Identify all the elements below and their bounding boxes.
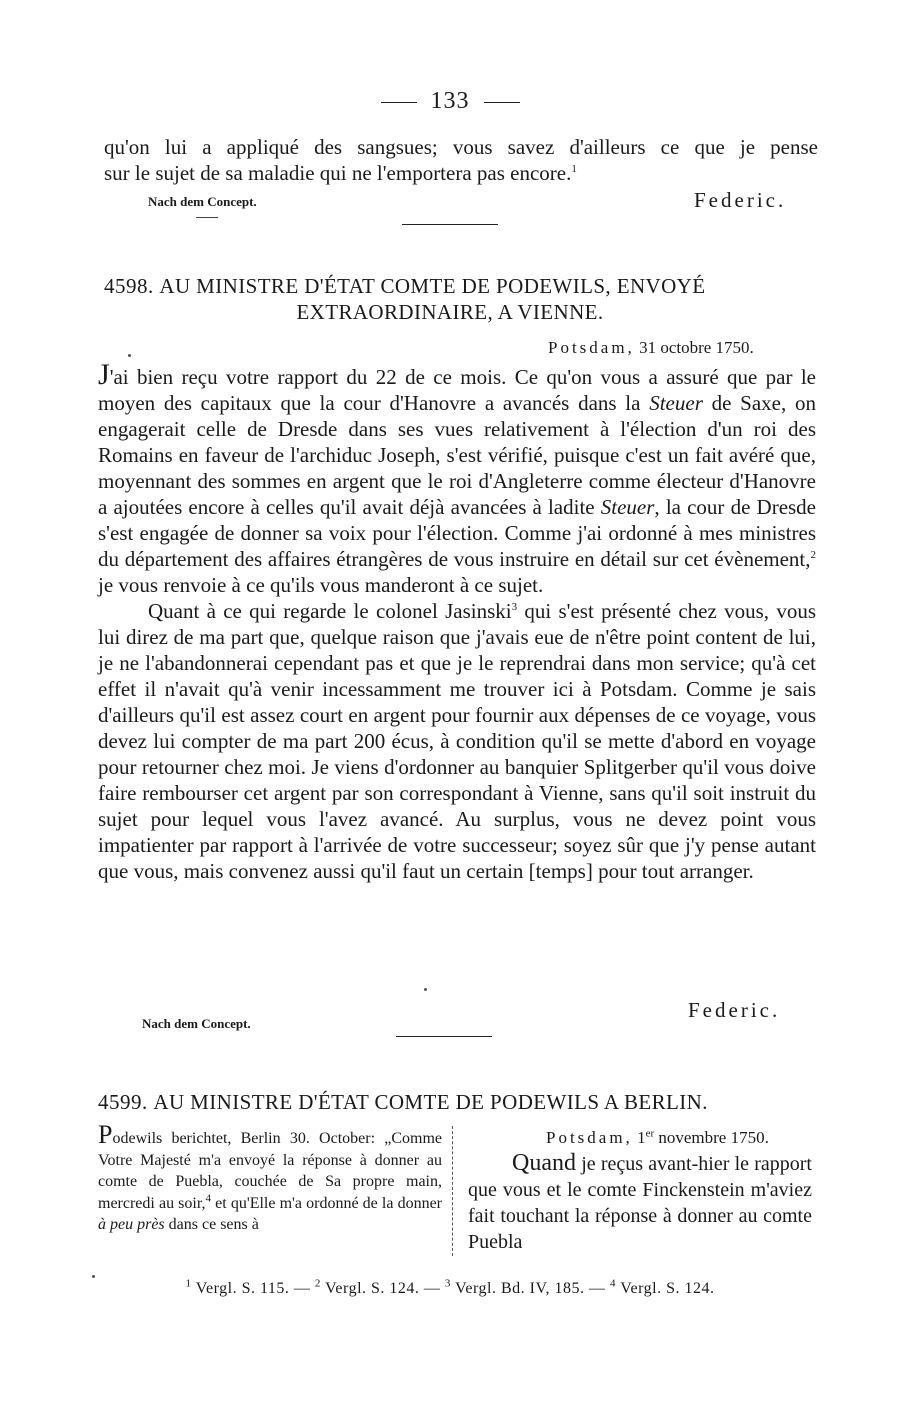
- letter-4599-right-column: [468, 1150, 812, 1255]
- scan-speck: [128, 354, 131, 357]
- footnote-separator-2: —: [419, 1280, 445, 1297]
- footnote-ref-3: 3: [511, 601, 518, 613]
- letter-4598-heading-line-1: [104, 274, 818, 299]
- column-divider: [452, 1126, 453, 1256]
- letter-4599-left-text-2: et qu'Elle m'a ordonné de la donner: [211, 1194, 442, 1212]
- letter-4599-left-italic: à peu près: [98, 1216, 165, 1233]
- footnotes: [0, 1277, 900, 1298]
- letter-4599-left-column: [98, 1120, 442, 1236]
- letter-4599-left-text-3: dans ce sens à: [164, 1216, 259, 1233]
- footnote-4-mark: 4: [609, 1277, 616, 1290]
- letter-4598-heading-text-1: AU MINISTRE D'ÉTAT COMTE DE PODEWILS, ENVOYÉ: [159, 274, 706, 298]
- page-number-dash-right: [484, 102, 520, 103]
- carryover-source-note: Nach dem Concept.: [148, 194, 257, 209]
- page-number-dash-left: [381, 102, 417, 103]
- letter-4598-source-note: Nach dem Concept.: [142, 1016, 251, 1031]
- footnote-1: [185, 1277, 290, 1297]
- letter-4599-date-rest: novembre 1750.: [654, 1128, 769, 1147]
- letter-4598-p1-text-2: de Saxe, on engagerait celle de Dresde dans ses vues relativement à l'élection d'un roi des Romains en faveur de l'archiduc Joseph, s'est vérifié, puisque c'est un fait avéré que, moyennant des sommes en argent que le roi d'Angleterre comme électeur d'Hanovre a ajoutées encore à celles qu'il avait déjà avancées à ladite: [98, 391, 816, 519]
- letter-4598-dateline: [548, 338, 754, 358]
- page-number-line: [0, 88, 900, 115]
- separator-rule-2: [396, 1036, 492, 1037]
- footnote-1-mark: 1: [185, 1277, 192, 1290]
- letter-4599-right-text: je reçus avant-hier le rapport que vous et le comte Finckenstein m'aviez fait touchant la réponse à donner au comte Puebla: [468, 1153, 812, 1253]
- letter-4598-paragraph-1: [98, 358, 817, 598]
- letter-4598-p1-steuer-2: Steuer: [600, 495, 655, 519]
- letter-4599-left-text-1: odewils berichtet, Berlin 30. October: „Comme Votre Majesté m'a envoyé la réponse à donner au comte de Puebla, couchée de Sa propre main, mercredi au soir,: [98, 1130, 442, 1212]
- letter-4599-right-dropword: Quand: [512, 1150, 576, 1176]
- carryover-text: [104, 134, 818, 186]
- carryover-line-1: qu'on lui a appliqué des sangsues; vous savez d'ailleurs ce que je pense: [104, 135, 818, 159]
- letter-4598-body: [98, 358, 817, 884]
- page-number: 133: [430, 88, 470, 114]
- footnote-separator-1: —: [289, 1280, 315, 1297]
- letter-4599-number: 4599.: [98, 1090, 148, 1114]
- letter-4598-signature: Federic.: [688, 998, 781, 1022]
- footnote-3-mark: 3: [444, 1277, 451, 1290]
- letter-4598-dropcap: J: [98, 358, 110, 391]
- footnote-3: [444, 1277, 585, 1297]
- letter-4599-heading-text: AU MINISTRE D'ÉTAT COMTE DE PODEWILS A BERLIN.: [153, 1090, 708, 1114]
- letter-4598-heading-line-2: EXTRAORDINAIRE, A VIENNE.: [296, 300, 604, 324]
- carryover-source-tick: [196, 217, 218, 218]
- carryover-line-2: [104, 160, 818, 186]
- footnote-ref-4: 4: [205, 1192, 212, 1205]
- letter-4598-number: 4598.: [104, 274, 154, 298]
- letter-4598-place: Potsdam,: [548, 338, 635, 357]
- scan-speck: [424, 988, 427, 991]
- letter-4598-p2-text-2: qui s'est présenté chez vous, vous lui direz de ma part que, quelque raison que j'avais eue de n'être point content de lui, je ne l'abandonnerai cependant pas et que je le reprendrai dans mon service; qu'à cet effet il n'avait qu'à venir incessamment me trouver ici à Potsdam. Comme je sais d'ailleurs qu'il est assez court en argent pour fournir aux dépenses de ce voyage, vous devez lui compter de ma part 200 écus, à condition qu'il se mette d'abord en voyage pour retourner chez moi. Je viens d'ordonner au banquier Splitgerber qu'il vous doive faire rembourser cet argent par son correspondant à Vienne, sans qu'il soit instruit du sujet pour lequel vous l'avez avancé. Au surplus, vous ne devez point vous impatienter par rapport à l'arrivée de votre successeur; soyez sûr que j'y pense autant que vous, mais convenez aussi qu'il faut un certain [temps] pour tout arranger.: [98, 599, 816, 883]
- footnote-4-text: Vergl. S. 124.: [620, 1280, 715, 1297]
- footnote-3-text: Vergl. Bd. IV, 185.: [455, 1280, 585, 1297]
- footnote-2-mark: 2: [314, 1277, 321, 1290]
- footnote-2-text: Vergl. S. 124.: [325, 1280, 420, 1297]
- separator-rule-1: [402, 224, 498, 225]
- footnote-4: [609, 1277, 715, 1297]
- letter-4599-dateline: [546, 1128, 769, 1148]
- footnote-ref-1: 1: [571, 163, 577, 175]
- letter-4598-p1-steuer-1: Steuer: [649, 391, 703, 415]
- letter-4598-p1-text-4: je vous renvoie à ce qu'ils vous manderont à ce sujet.: [98, 573, 544, 597]
- footnote-ref-2: 2: [810, 549, 816, 561]
- letter-4599-date-day: 1: [637, 1128, 646, 1147]
- footnote-separator-3: —: [584, 1280, 610, 1297]
- letter-4598-p2-text-1: Quant à ce qui regarde le colonel Jasinski: [148, 599, 512, 623]
- letter-4598-paragraph-2: [98, 598, 816, 884]
- letter-4598-date: 31 octobre 1750.: [639, 338, 754, 357]
- letter-4599-heading: [98, 1090, 814, 1115]
- letter-4598-p1-text-3: , la cour de Dresde s'est engagée de donner sa voix pour l'élection. Comme j'ai ordonné à mes ministres du département des affaires étrangères de vous instruire en détail sur cet évènement,: [98, 495, 817, 571]
- letter-4599-left-dropcap: P: [98, 1120, 113, 1149]
- footnote-1-text: Vergl. S. 115.: [195, 1280, 290, 1297]
- carryover-line-2-text: sur le sujet de sa maladie qui ne l'emportera pas encore.: [104, 161, 572, 185]
- letter-4599-date-sup: er: [645, 1127, 655, 1140]
- carryover-signature: Federic.: [694, 188, 787, 212]
- letter-4599-place: Potsdam,: [546, 1128, 633, 1147]
- letter-4598-p1-text-1: 'ai bien reçu votre rapport du 22 de ce mois. Ce qu'on vous a assuré que par le moyen des capitaux que la cour d'Hanovre a avancés dans la: [98, 365, 816, 415]
- footnote-2: [314, 1277, 420, 1297]
- scan-speck: [92, 1275, 95, 1278]
